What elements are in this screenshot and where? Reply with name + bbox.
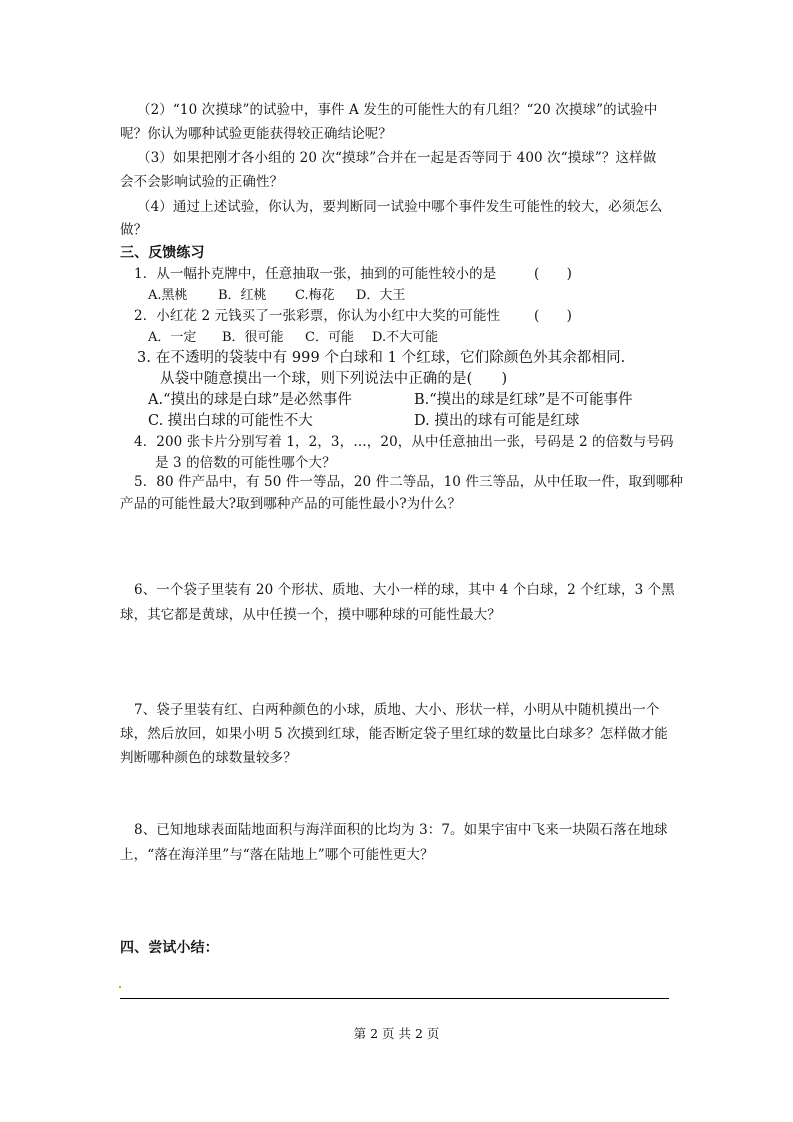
ex4-line-2: 是 3 的倍数的可能性哪个大？ [155, 455, 336, 471]
ex3-line-1: 3. 在不透明的袋装中有 999 个白球和 1 个红球，它们除颜色外其余都相同. [137, 350, 626, 366]
ex5-line-2: 产品的可能性最大?取到哪种产品的可能性最小?为什么？ [120, 496, 462, 512]
ex8-line-2: 上，“落在海洋里”与“落在陆地上”哪个可能性更大？ [120, 847, 434, 863]
ex1-stem: 1．从一幅扑克牌中，任意抽取一张，抽到的可能性较小的是 [134, 266, 497, 282]
q2-line-2: 呢？你认为哪种试验更能获得较正确结论呢？ [120, 126, 392, 142]
ex3-line-2: 从袋中随意摸出一个球，则下列说法中正确的是( ) [160, 371, 508, 387]
ex1-option-b: B．红桃 [218, 288, 267, 303]
q3-line-2: 会不会影响试验的正确性？ [120, 174, 284, 190]
ex4-line-1: 4．200 张卡片分别写着 1，2，3，…，20，从中任意抽出一张，号码是 2 的倍数与号码 [134, 434, 674, 450]
ex8-line-1: 8、已知地球表面陆地面积与海洋面积的比均为 3：7。如果宇宙中飞来一块陨石落在地球 [134, 822, 668, 838]
ex1-option-d: D．大王 [356, 288, 406, 303]
ex2-stem: 2．小红花 2 元钱买了一张彩票，你认为小红中大奖的可能性 [134, 308, 501, 324]
q4-line-1: （4）通过上述试验，你认为，要判断同一试验中哪个事件发生可能性的较大，必须怎么 [137, 199, 663, 215]
section-4-heading: 四、尝试小结： [120, 940, 219, 956]
ex3-option-c: C. 摸出白球的可能性不大 [148, 413, 313, 429]
ex6-line-1: 6、一个袋子里装有 20 个形状、质地、大小一样的球，其中 4 个白球，2 个红球，3 个黑 [134, 582, 675, 598]
ex2-option-a: A．一定 [148, 330, 197, 345]
ex1-option-a: A.黑桃 [148, 288, 188, 303]
ex2-option-c: C．可能 [305, 330, 354, 345]
ex3-option-a: A.“摸出的球是白球”是必然事件 [148, 392, 352, 408]
stray-mark [119, 986, 121, 988]
ex1-option-c: C.梅花 [295, 288, 335, 303]
section-3-heading: 三、反馈练习 [120, 245, 205, 261]
ex2-option-d: D.不大可能 [372, 330, 439, 345]
ex7-line-3: 判断哪种颜色的球数量较多？ [120, 750, 297, 766]
page-footer: 第 2 页 共 2 页 [353, 1026, 440, 1041]
footer-divider [120, 998, 669, 999]
ex3-option-d: D. 摸出的球有可能是红球 [414, 413, 580, 429]
ex5-line-1: 5．80 件产品中，有 50 件一等品，20 件二等品，10 件三等品，从中任取一件，取到哪种 [134, 474, 683, 490]
ex7-line-2: 球，然后放回，如果小明 5 次摸到红球，能否断定袋子里红球的数量比白球多？怎样做才能 [120, 726, 668, 742]
ex2-answer-paren: ( ) [534, 308, 572, 324]
ex7-line-1: 7、袋子里装有红、白两种颜色的小球，质地、大小、形状一样，小明从中随机摸出一个 [134, 702, 660, 718]
ex6-line-2: 球，其它都是黄球，从中任摸一个，摸中哪种球的可能性最大？ [120, 607, 501, 623]
ex1-answer-paren: ( ) [534, 266, 572, 282]
q2-line-1: （2）“10 次摸球”的试验中，事件 A 发生的可能性大的有几组？“20 次摸球”的试验中 [137, 102, 658, 118]
q3-line-1: （3）如果把刚才各小组的 20 次“摸球”合并在一起是否等同于 400 次“摸球”？这样做 [137, 150, 657, 166]
ex3-option-b: B.“摸出的球是红球”是不可能事件 [414, 392, 633, 408]
ex2-option-b: B．很可能 [222, 330, 284, 345]
q4-line-2: 做？ [120, 222, 148, 238]
